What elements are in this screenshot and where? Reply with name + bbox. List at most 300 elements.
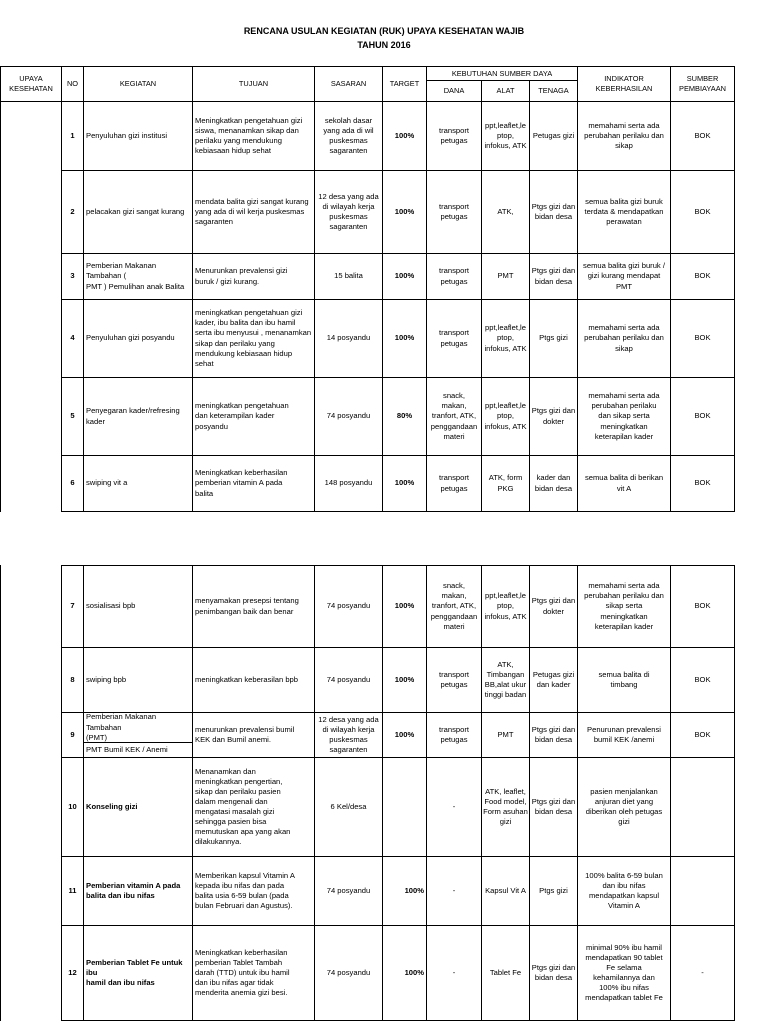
row-8-kegiatan-text: swiping bpb (86, 674, 127, 684)
row-3-dana-text: transport petugas (439, 266, 469, 286)
row-6-alat-text: ATK, form PKG (488, 473, 523, 493)
row-2-kegiatan-text: pelacakan gizi sangat kurang (86, 206, 185, 216)
header-indikator (578, 67, 670, 101)
row-3-sasaran-text: 15 balita (334, 271, 363, 281)
row-4-dana-text: transport petugas (439, 328, 469, 348)
row-12-no-text: 12 (68, 967, 77, 977)
row-10-sasaran (315, 758, 382, 856)
row-1-tujuan-text: Meningkatkan pengetahuan gizi siswa, menanamkan sikap dan perilaku yang mendukung kebiasaan hidup sehat (195, 115, 303, 156)
row-7-indikator-text: memahami serta ada perubahan perilaku dan sikap serta meningkatkan keterapilan kader (584, 581, 664, 631)
row-1-no (62, 102, 83, 170)
row-12-indikator-text: minimal 90% ibu hamil mendapatkan 90 tablet Fe selama kehamilannya dan 100% ibu nifas mendapatkan tablet Fe (585, 942, 663, 1003)
row-5-alat-text: ppt,leaflet,le ptop, infokus, ATK (484, 401, 527, 431)
row-9-alat (482, 713, 529, 757)
row-4-tenaga (530, 300, 577, 377)
header-no-text: NO (66, 79, 79, 89)
row-3-tujuan (193, 254, 314, 299)
row-7-dana (427, 566, 481, 647)
row-12-sasaran (315, 926, 382, 1020)
row-7-tujuan (193, 566, 314, 647)
row-6-tenaga-text: kader dan bidan desa (534, 473, 573, 493)
row-4-tujuan (193, 300, 314, 377)
header-kebutuhan-sumber-daya (427, 67, 577, 80)
row-10-alat-text: ATK, leaflet, Food model, Form asuhan gizi (483, 786, 528, 827)
row-8-target-text: 100% (394, 674, 415, 684)
table-rule (61, 565, 62, 1021)
row-7-tenaga-text: Ptgs gizi dan dokter (531, 596, 576, 616)
row-12-indikator (578, 926, 670, 1020)
row-2-sasaran (315, 171, 382, 253)
row-5-tujuan-text: meningkatkan pengetahuan dan keterampilan kader posyandu (195, 401, 289, 431)
row-9-indikator-text: Penurunan prevalensi bumil KEK /anemi (587, 724, 661, 744)
row-11-no-text: 11 (68, 885, 77, 895)
header-indikator-text: INDIKATOR KEBERHASILAN (595, 74, 653, 93)
table-rule (61, 101, 62, 512)
row-12-target (383, 926, 426, 1020)
row-2-indikator (578, 171, 670, 253)
row-8-no-text: 8 (70, 674, 75, 684)
row-12-tujuan (193, 926, 314, 1020)
row-11-tenaga (530, 857, 577, 925)
row-9-tujuan (193, 713, 314, 757)
row-3-kegiatan-text: Pemberian Makanan Tambahan ( PMT ) Pemulihan anak Balita (86, 261, 185, 291)
row-2-sumber-text: BOK (694, 206, 711, 216)
row-4-kegiatan (84, 300, 192, 377)
table-rule (529, 101, 530, 512)
row-1-target-text: 100% (394, 130, 415, 140)
header-sasaran (315, 67, 382, 101)
row-1-target (383, 102, 426, 170)
row-7-sumber (671, 566, 734, 647)
row-5-kegiatan-text: Penyegaran kader/refresing kader (86, 406, 180, 426)
table-rule (670, 565, 671, 1021)
row-10-alat (482, 758, 529, 856)
row-12-alat (482, 926, 529, 1020)
row-5-alat (482, 378, 529, 455)
row-12-kegiatan-text: Pemberian Tablet Fe untuk ibu hamil dan ibu nifas (86, 957, 183, 987)
header-tujuan (193, 67, 314, 101)
row-7-alat-text: ppt,leaflet,le ptop, infokus, ATK (484, 591, 527, 621)
row-4-alat-text: ppt,leaflet,le ptop, infokus, ATK (484, 323, 527, 353)
row-5-indikator (578, 378, 670, 455)
row-3-dana (427, 254, 481, 299)
row-11-kegiatan (84, 857, 192, 925)
row-8-no (62, 648, 83, 712)
table-rule (529, 565, 530, 1021)
table-rule (577, 101, 578, 512)
row-5-target-text: 80% (396, 411, 413, 421)
row-2-tujuan (193, 171, 314, 253)
header-tenaga (530, 81, 577, 101)
row-1-tenaga (530, 102, 577, 170)
row-3-kegiatan (84, 254, 192, 299)
row-7-sasaran-text: 74 posyandu (326, 601, 371, 611)
table-rule (61, 511, 735, 512)
row-3-indikator-text: semua balita gizi buruk / gizi kurang mendapat PMT (583, 261, 665, 291)
table-rule (426, 565, 427, 1021)
row-4-no (62, 300, 83, 377)
table-rule (83, 101, 84, 512)
row-10-target (383, 758, 426, 856)
row-7-tenaga (530, 566, 577, 647)
row-5-sasaran-text: 74 posyandu (326, 411, 371, 421)
row-12-tujuan-text: Meningkatkan keberhasilan pemberian Tablet Tambah darah (TTD) untuk ibu hamil dan ibu nifas agar tidak menderita anemia gizi besi. (195, 947, 290, 998)
row-1-kegiatan-text: Penyuluhan gizi institusi (86, 130, 168, 140)
table-rule (734, 101, 735, 512)
row-1-indikator-text: memahami serta ada perubahan perilaku dan sikap (584, 120, 664, 150)
row-4-sasaran-text: 14 posyandu (326, 333, 371, 343)
row-4-tenaga-text: Ptgs gizi (539, 333, 568, 343)
row-7-dana-text: snack, makan, tranfort, ATK, penggandaan materi (430, 581, 478, 631)
row-3-tenaga (530, 254, 577, 299)
row-9-tenaga (530, 713, 577, 757)
row-2-kegiatan (84, 171, 192, 253)
table-rule (61, 647, 735, 648)
row-7-sasaran (315, 566, 382, 647)
row-2-dana (427, 171, 481, 253)
table-rule (192, 565, 193, 1021)
row-7-kegiatan (84, 566, 192, 647)
row-6-tujuan-text: Meningkatkan keberhasilan pemberian vitamin A pada balita (195, 468, 288, 498)
row-2-no (62, 171, 83, 253)
row-10-dana-text: - (452, 801, 456, 811)
row-12-tenaga (530, 926, 577, 1020)
row-3-indikator (578, 254, 670, 299)
row-11-sasaran-text: 74 posyandu (326, 885, 371, 895)
document-title: RENCANA USULAN KEGIATAN (RUK) UPAYA KESEHATAN WAJIB (243, 26, 525, 36)
row-5-no-text: 5 (70, 411, 75, 421)
row-1-kegiatan (84, 102, 192, 170)
row-2-tenaga (530, 171, 577, 253)
row-3-tujuan-text: Menurunkan prevalensi gizi buruk / gizi kurang. (195, 266, 288, 286)
table-rule (61, 565, 735, 566)
row-2-tujuan-text: mendata balita gizi sangat kurang yang ada di wil kerja puskesmas sagaranten (195, 196, 309, 226)
row-8-sumber (671, 648, 734, 712)
row-9-kegiatan-sub (84, 743, 192, 757)
row-5-kegiatan (84, 378, 192, 455)
row-5-tujuan (193, 378, 314, 455)
header-target (383, 67, 426, 101)
row-9-kegiatan-text: Pemberian Makanan Tambahan (PMT) (86, 713, 157, 742)
row-11-target (383, 857, 426, 925)
row-3-alat-text: PMT (497, 271, 514, 281)
header-dana (427, 81, 481, 101)
row-3-sumber (671, 254, 734, 299)
row-8-dana (427, 648, 481, 712)
row-7-no-text: 7 (70, 601, 75, 611)
row-6-sumber (671, 456, 734, 511)
row-5-dana-text: snack, makan, tranfort, ATK, penggandaan materi (430, 391, 478, 441)
row-8-sasaran-text: 74 posyandu (326, 674, 371, 684)
table-rule (61, 925, 735, 926)
table-rule (734, 66, 735, 102)
table-rule (577, 565, 578, 1021)
table-rule (61, 757, 735, 758)
row-11-indikator (578, 857, 670, 925)
row-3-sumber-text: BOK (694, 271, 711, 281)
table-rule (61, 377, 735, 378)
header-tujuan-text: TUJUAN (238, 79, 269, 89)
row-2-target (383, 171, 426, 253)
row-11-tujuan (193, 857, 314, 925)
row-10-no-text: 10 (68, 801, 77, 811)
table-rule (481, 101, 482, 512)
row-6-dana-text: transport petugas (439, 473, 469, 493)
row-8-kegiatan (84, 648, 192, 712)
header-sumber-pembiayaan-text: SUMBER PEMBIAYAAN (679, 74, 726, 93)
row-11-dana (427, 857, 481, 925)
row-4-target-text: 100% (394, 333, 415, 343)
header-kebutuhan-sumber-daya-text: KEBUTUHAN SUMBER DAYA (451, 68, 553, 78)
header-kegiatan-text: KEGIATAN (119, 79, 157, 89)
row-5-dana (427, 378, 481, 455)
row-2-alat (482, 171, 529, 253)
table-rule (61, 712, 735, 713)
row-10-kegiatan-text: Konseling gizi (86, 801, 138, 811)
header-alat-text: ALAT (496, 86, 515, 96)
table-rule (382, 565, 383, 1021)
row-6-indikator (578, 456, 670, 511)
header-alat (482, 81, 529, 101)
row-2-dana-text: transport petugas (439, 201, 469, 221)
row-1-sumber-text: BOK (694, 130, 711, 140)
row-2-alat-text: ATK, (497, 206, 514, 216)
table-rule (61, 455, 735, 456)
row-5-sasaran (315, 378, 382, 455)
row-4-indikator (578, 300, 670, 377)
table-rule (382, 101, 383, 512)
table-rule (0, 101, 1, 512)
row-4-alat (482, 300, 529, 377)
table-rule (481, 565, 482, 1021)
row-1-sumber (671, 102, 734, 170)
row-10-indikator-text: pasien menjalankan anjuran diet yang diberikan oleh petugas gizi (585, 786, 663, 827)
table-rule (61, 253, 735, 254)
row-2-target-text: 100% (394, 206, 415, 216)
row-10-tujuan (193, 758, 314, 856)
row-9-target-text: 100% (394, 729, 415, 739)
row-7-kegiatan-text: sosialisasi bpb (86, 601, 136, 611)
row-8-tenaga-text: Petugas gizi dan kader (532, 669, 575, 689)
row-10-sasaran-text: 6 Kel/desa (330, 801, 367, 811)
row-2-no-text: 2 (70, 206, 75, 216)
row-5-target (383, 378, 426, 455)
row-8-sumber-text: BOK (694, 674, 711, 684)
row-4-tujuan-text: meningkatkan pengetahuan gizi kader, ibu balita dan ibu hamil serta ibu menyusui , menanamkan sikap dan perilaku yang mendukung kebiasaan hidup sehat (195, 308, 312, 368)
row-10-dana (427, 758, 481, 856)
row-9-tujuan-text: menurunkan prevalensi bumil KEK dan Bumil anemi. (195, 724, 295, 744)
table-rule (83, 565, 84, 1021)
row-11-indikator-text: 100% balita 6-59 bulan dan ibu nifas mendapatkan kapsul Vitamin A (585, 870, 663, 911)
row-8-dana-text: transport petugas (439, 669, 469, 689)
row-9-sumber (671, 713, 734, 757)
row-9-tenaga-text: Ptgs gizi dan bidan desa (531, 724, 576, 744)
table-rule (670, 101, 671, 512)
row-9-kegiatan-sub-text: PMT Bumil KEK / Anemi (86, 744, 168, 754)
row-8-indikator-text: semua balita di timbang (598, 669, 650, 689)
row-10-no (62, 758, 83, 856)
row-1-tenaga-text: Petugas gizi (532, 130, 575, 140)
table-rule (83, 742, 193, 743)
row-11-kegiatan-text: Pemberian vitamin A pada balita dan ibu nifas (86, 880, 181, 900)
table-rule (61, 856, 735, 857)
header-upaya-kesehatan-text: UPAYA KESEHATAN (9, 74, 53, 93)
row-8-target (383, 648, 426, 712)
row-11-tujuan-text: Memberikan kapsul Vitamin A kepada ibu nifas dan pada balita usia 6-59 bulan (pada bulan Februari dan Agustus). (195, 870, 295, 911)
row-2-sumber (671, 171, 734, 253)
row-6-no (62, 456, 83, 511)
document-year: TAHUN 2016 (357, 40, 411, 50)
table-rule (734, 565, 735, 1021)
row-2-tenaga-text: Ptgs gizi dan bidan desa (531, 201, 576, 221)
row-1-sasaran-text: sekolah dasar yang ada di wil puskesmas sagaranten (323, 115, 374, 156)
row-6-tenaga (530, 456, 577, 511)
header-upaya-kesehatan (1, 67, 61, 101)
row-8-sasaran (315, 648, 382, 712)
row-1-tujuan (193, 102, 314, 170)
row-9-dana-text: transport petugas (439, 724, 469, 744)
row-8-alat (482, 648, 529, 712)
header-tenaga-text: TENAGA (538, 86, 569, 96)
row-5-tenaga-text: Ptgs gizi dan dokter (531, 406, 576, 426)
row-10-tenaga (530, 758, 577, 856)
row-11-no (62, 857, 83, 925)
row-1-alat (482, 102, 529, 170)
row-3-alat (482, 254, 529, 299)
row-10-tujuan-text: Menanamkan dan meningkatkan pengertian, sikap dan perilaku pasien dalam mengenali dan mengatasi masalah gizi sehingga pasien bisa memutuskan apa yang akan dilakukannya. (195, 766, 291, 847)
row-4-no-text: 4 (70, 333, 75, 343)
row-12-sumber-text: - (701, 967, 704, 977)
row-10-tenaga-text: Ptgs gizi dan bidan desa (531, 796, 576, 816)
row-3-target (383, 254, 426, 299)
table-rule (0, 565, 1, 1021)
row-3-no (62, 254, 83, 299)
row-3-no-text: 3 (70, 271, 75, 281)
table-rule (61, 170, 735, 171)
row-3-sasaran (315, 254, 382, 299)
row-12-tenaga-text: Ptgs gizi dan bidan desa (531, 962, 576, 982)
row-9-alat-text: PMT (497, 729, 514, 739)
row-8-tujuan-text: meningkatkan keberasilan bpb (195, 674, 299, 684)
row-8-tujuan (193, 648, 314, 712)
row-7-no (62, 566, 83, 647)
row-2-sasaran-text: 12 desa yang ada di wilayah kerja puskesmas sagaranten (318, 191, 379, 232)
row-1-sasaran (315, 102, 382, 170)
row-5-no (62, 378, 83, 455)
row-6-kegiatan (84, 456, 192, 511)
row-11-sasaran (315, 857, 382, 925)
row-7-alat (482, 566, 529, 647)
row-5-indikator-text: memahami serta ada perubahan perilaku dan sikap serta meningkatkan keterapilan kader (588, 391, 660, 441)
row-11-alat-text: Kapsul Vit A (485, 885, 526, 895)
header-dana-text: DANA (443, 86, 465, 96)
row-4-dana (427, 300, 481, 377)
row-7-target-text: 100% (394, 601, 415, 611)
row-11-alat (482, 857, 529, 925)
row-12-target-text: 100% (404, 967, 424, 977)
row-4-sumber (671, 300, 734, 377)
row-12-kegiatan (84, 926, 192, 1020)
row-7-indikator (578, 566, 670, 647)
row-7-target (383, 566, 426, 647)
row-4-sasaran (315, 300, 382, 377)
header-kegiatan (84, 67, 192, 101)
row-12-alat-text: Tablet Fe (489, 967, 522, 977)
row-1-alat-text: ppt,leaflet,le ptop, infokus, ATK (484, 120, 527, 150)
row-11-sumber (671, 857, 734, 925)
row-10-sumber (671, 758, 734, 856)
row-6-tujuan (193, 456, 314, 511)
row-8-alat-text: ATK, Timbangan BB,alat ukur tinggi badan (484, 659, 527, 700)
row-9-indikator (578, 713, 670, 757)
row-8-indikator (578, 648, 670, 712)
row-11-dana-text: - (452, 885, 456, 895)
row-6-sasaran (315, 456, 382, 511)
row-6-target-text: 100% (394, 478, 415, 488)
table-rule (61, 1020, 735, 1021)
table-rule (61, 299, 735, 300)
table-rule (426, 101, 427, 512)
row-9-kegiatan (84, 713, 192, 742)
row-9-sasaran (315, 713, 382, 757)
row-12-no (62, 926, 83, 1020)
table-rule (314, 101, 315, 512)
header-no (62, 67, 83, 101)
row-11-tenaga-text: Ptgs gizi (539, 885, 568, 895)
row-4-target (383, 300, 426, 377)
row-6-sumber-text: BOK (694, 478, 711, 488)
row-8-tenaga (530, 648, 577, 712)
row-9-no-text: 9 (70, 729, 75, 739)
row-9-dana (427, 713, 481, 757)
row-7-sumber-text: BOK (694, 601, 711, 611)
row-9-no (62, 713, 83, 757)
header-target-text: TARGET (389, 79, 420, 89)
row-2-indikator-text: semua balita gizi buruk terdata & mendapatkan perawatan (584, 196, 664, 226)
row-3-tenaga-text: Ptgs gizi dan bidan desa (531, 266, 576, 286)
row-7-tujuan-text: menyamakan presepsi tentang penimbangan baik dan benar (195, 596, 299, 616)
row-6-kegiatan-text: swiping vit a (86, 478, 128, 488)
row-4-sumber-text: BOK (694, 333, 711, 343)
row-5-sumber-text: BOK (694, 411, 711, 421)
row-12-sasaran-text: 74 posyandu (326, 967, 371, 977)
row-1-dana (427, 102, 481, 170)
table-rule (314, 565, 315, 1021)
row-1-indikator (578, 102, 670, 170)
row-12-sumber (671, 926, 734, 1020)
header-sumber-pembiayaan (671, 67, 734, 101)
row-6-no-text: 6 (70, 478, 75, 488)
row-9-target (383, 713, 426, 757)
row-6-dana (427, 456, 481, 511)
row-11-target-text: 100% (404, 885, 424, 895)
row-4-indikator-text: memahami serta ada perubahan perilaku dan sikap (584, 323, 664, 353)
table-rule (192, 101, 193, 512)
row-10-kegiatan (84, 758, 192, 856)
row-10-indikator (578, 758, 670, 856)
row-12-dana-text: - (452, 967, 456, 977)
row-4-kegiatan-text: Penyuluhan gizi posyandu (86, 333, 175, 343)
row-9-sumber-text: BOK (694, 729, 711, 739)
row-6-sasaran-text: 148 posyandu (324, 478, 373, 488)
row-12-dana (427, 926, 481, 1020)
row-6-indikator-text: semua balita di berikan vit A (584, 473, 664, 493)
header-sasaran-text: SASARAN (330, 79, 367, 89)
row-5-sumber (671, 378, 734, 455)
row-6-alat (482, 456, 529, 511)
row-1-dana-text: transport petugas (439, 125, 469, 145)
row-5-tenaga (530, 378, 577, 455)
